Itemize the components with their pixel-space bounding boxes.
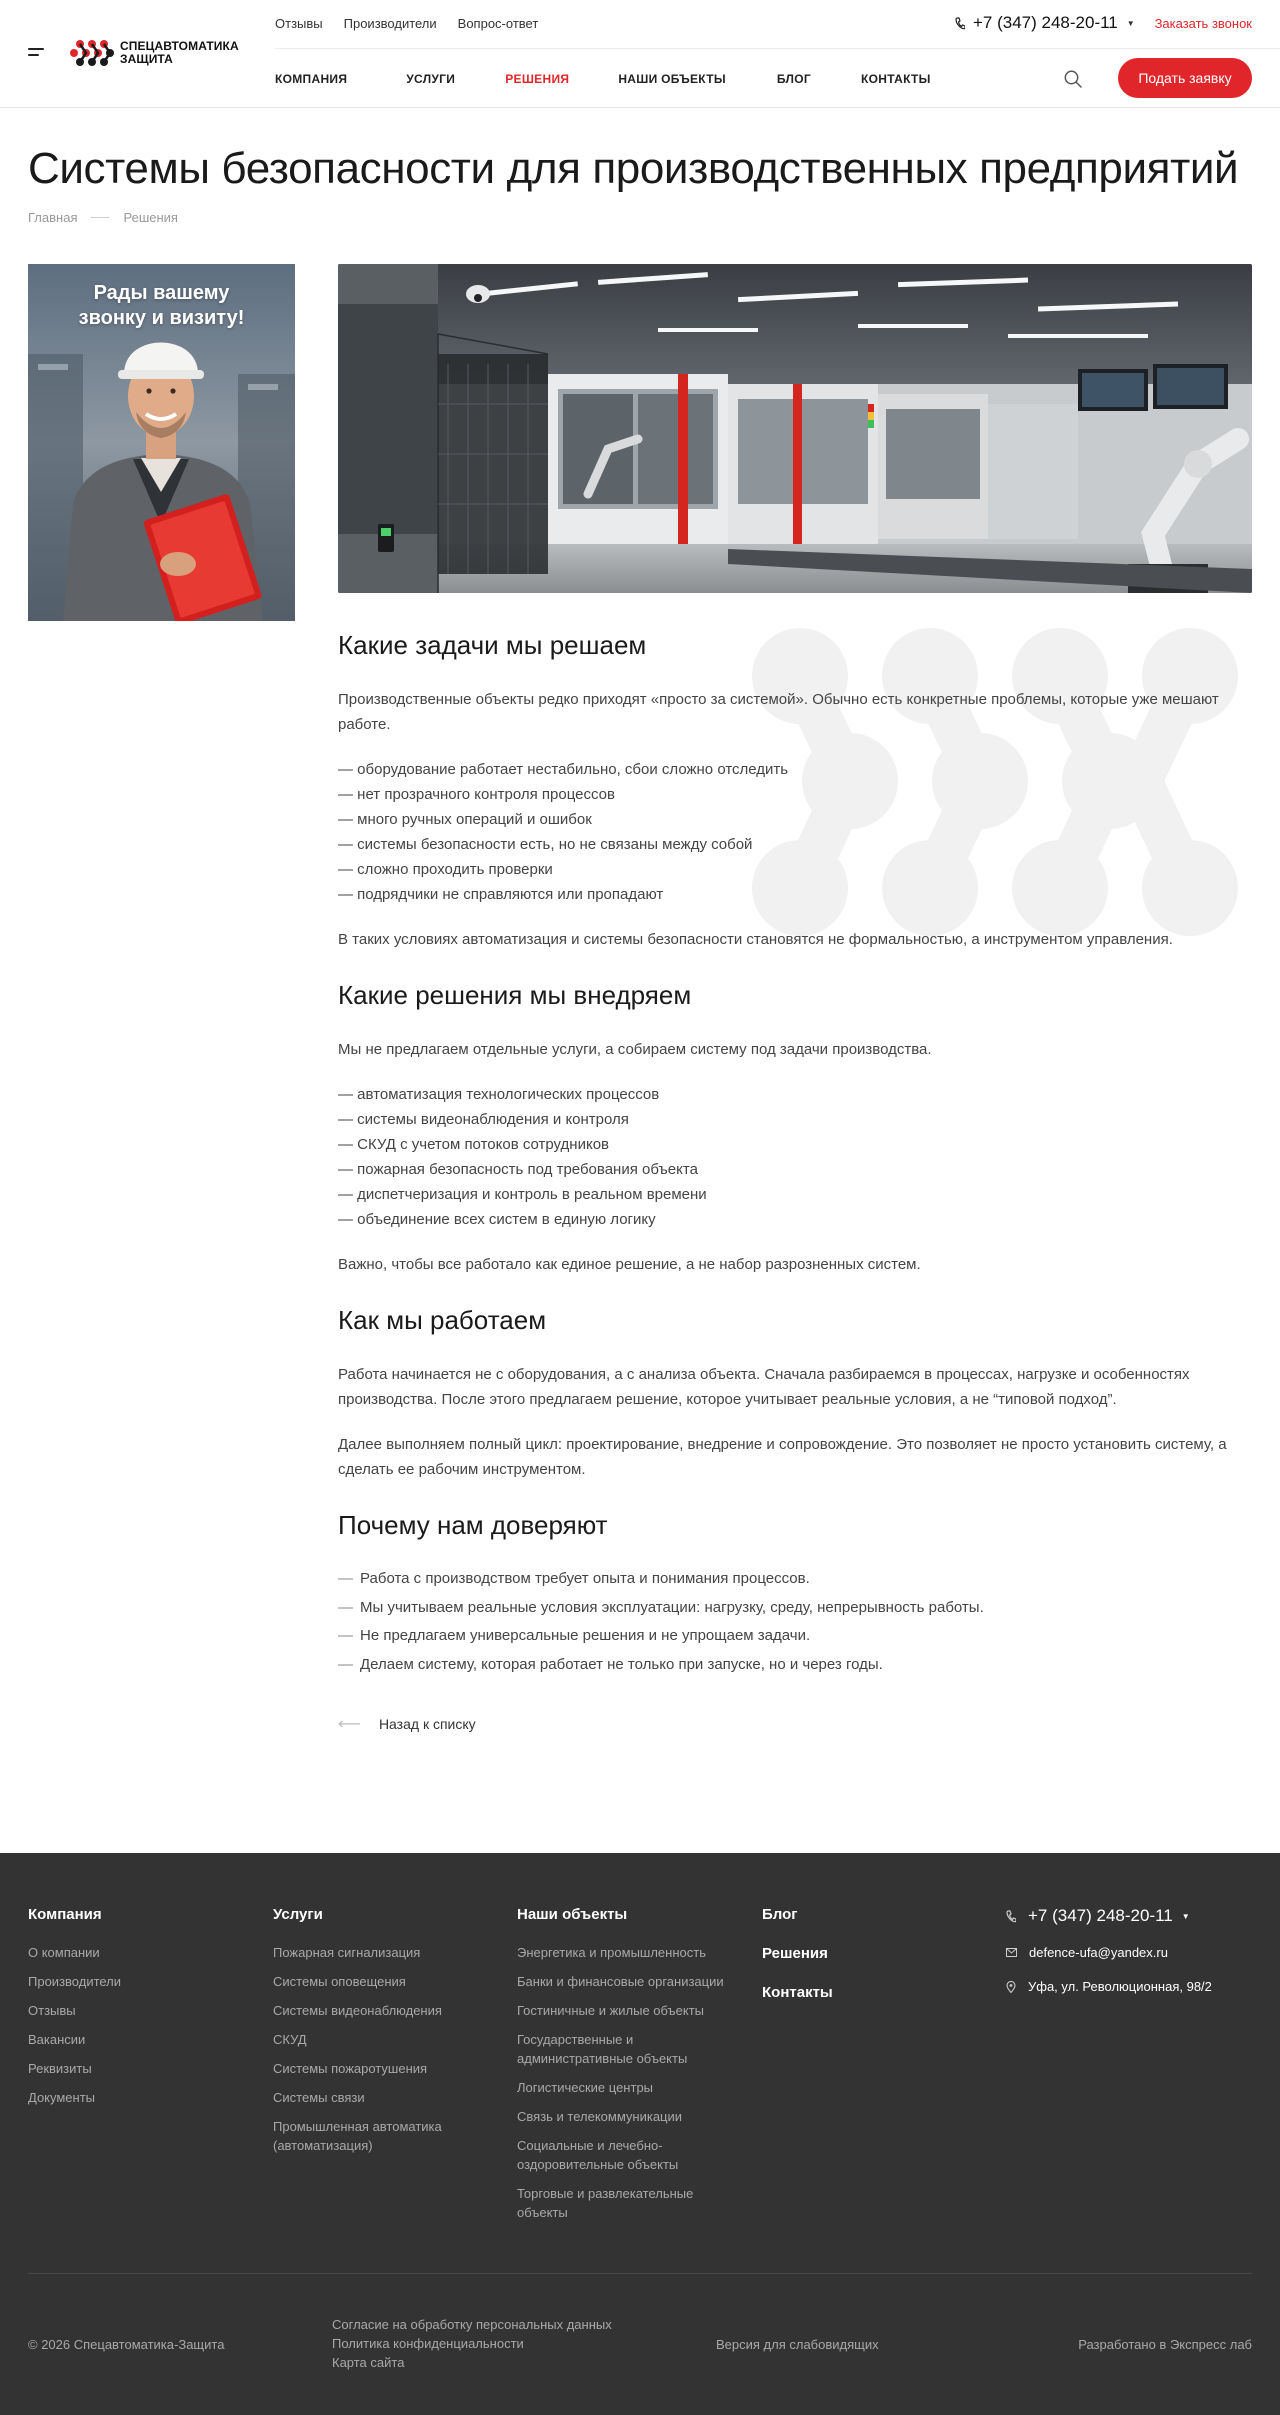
footer-link-blog[interactable]: Блог	[762, 1906, 798, 1923]
footer-email[interactable]	[1006, 1945, 1212, 1960]
list-item	[338, 1594, 1252, 1623]
top-link-manufacturers[interactable]: Производители	[343, 16, 437, 31]
promo-text: Рады вашему звонку и визиту!	[78, 282, 245, 329]
dash-marker: —	[338, 1655, 353, 1673]
footer-legal-links	[332, 2315, 612, 2372]
trust-item-text: Работа с производством требует опыта и понимания процессов.	[360, 1570, 810, 1587]
callback-link[interactable]: Заказать звонок	[1154, 16, 1252, 31]
location-pin-icon	[1006, 1981, 1016, 1993]
footer-link[interactable]: Отзывы	[28, 2003, 76, 2018]
header-divider	[275, 48, 1280, 49]
footer-col-company	[28, 1906, 121, 2117]
phone-icon	[1006, 1910, 1016, 1923]
list-item: — системы видеонаблюдения и контроля	[338, 1111, 629, 1128]
nav-our-objects[interactable]: НАШИ ОБЪЕКТЫ	[618, 72, 726, 86]
tasks-list	[338, 757, 1252, 907]
top-link-reviews[interactable]: Отзывы	[275, 16, 323, 31]
list-item	[338, 1651, 1252, 1680]
list-item: — СКУД с учетом потоков сотрудников	[338, 1136, 610, 1153]
factory-image	[338, 264, 1252, 593]
footer-link[interactable]: Системы пожаротушения	[273, 2061, 428, 2076]
footer-link[interactable]: Энергетика и промышленность	[517, 1945, 706, 1960]
how-we-work-p1: Работа начинается не с оборудования, а с анализа объекта. Сначала разбираемся в процессах, нагрузке и особенностях производства. После этого предлагаем решение, которое учитывает реальные условия, а не “типовой подход”.	[338, 1366, 1190, 1408]
article-content	[338, 630, 1252, 1762]
trust-item-text: Не предлагаем универсальные решения и не упрощаем задачи.	[360, 1627, 811, 1644]
footer-link[interactable]: Производители	[28, 1974, 122, 1989]
trust-item-text: Делаем систему, которая работает не только при запуске, но и через годы.	[360, 1655, 883, 1673]
footer-link[interactable]: Системы оповещения	[273, 1974, 406, 1989]
footer-col-extra	[762, 1906, 833, 2023]
arrow-left-icon: ⟵	[338, 1716, 361, 1733]
list-item: — оборудование работает нестабильно, сбои сложно отследить	[338, 761, 789, 778]
section-title-how-we-work: Как мы работаем	[338, 1305, 547, 1335]
nav-services[interactable]: УСЛУГИ	[406, 72, 456, 86]
promo-banner[interactable]	[28, 264, 295, 621]
accessibility-version-link[interactable]: Версия для слабовидящих	[716, 2337, 879, 2352]
list-item: — автоматизация технологических процессов	[338, 1086, 660, 1103]
trust-item-text: Мы учитываем реальные условия эксплуатации: нагрузку, среду, непрерывность работы.	[360, 1598, 984, 1616]
footer-heading-services[interactable]: Услуги	[273, 1906, 323, 1923]
site-header	[0, 0, 1280, 108]
list-item: — нет прозрачного контроля процессов	[338, 786, 615, 803]
dash-marker: —	[338, 1627, 353, 1644]
footer-link[interactable]: Связь и телекоммуникации	[517, 2109, 683, 2124]
footer-heading-company[interactable]: Компания	[28, 1906, 102, 1923]
section-title-solutions: Какие решения мы внедряем	[338, 980, 692, 1010]
phone-dropdown-icon[interactable]: ▼	[1181, 1911, 1190, 1921]
nav-blog[interactable]: БЛОГ	[776, 72, 811, 86]
breadcrumb-home[interactable]: Главная	[28, 210, 78, 225]
footer-link[interactable]: Документы	[28, 2090, 96, 2105]
footer-link[interactable]: О компании	[28, 1945, 100, 1960]
footer-link[interactable]: Вакансии	[28, 2032, 86, 2047]
logo-text	[120, 40, 239, 66]
footer-link[interactable]: Системы видеонаблюдения	[273, 2003, 442, 2018]
section-title-trust: Почему нам доверяют	[338, 1510, 608, 1540]
footer-divider	[28, 2273, 1252, 2274]
footer-link[interactable]: Государственные и административные объекты	[517, 2032, 688, 2066]
solutions-intro: Мы не предлагаем отдельные услуги, а собираем систему под задачи производства.	[338, 1041, 932, 1058]
footer-heading-objects[interactable]: Наши объекты	[517, 1906, 628, 1923]
header-phone[interactable]	[955, 13, 1135, 33]
logo-line-2: ЗАЩИТА	[120, 52, 173, 66]
footer-address	[1006, 1979, 1212, 1994]
page-title: Системы безопасности для производственных предприятий	[28, 144, 1239, 193]
footer-link[interactable]: Пожарная сигнализация	[273, 1945, 421, 1960]
footer-phone[interactable]	[1006, 1906, 1212, 1926]
footer-address-text: Уфа, ул. Революционная, 98/2	[1028, 1979, 1212, 1994]
logo[interactable]	[70, 38, 239, 68]
back-to-list-label[interactable]: Назад к списку	[378, 1716, 476, 1732]
solutions-outro: Важно, чтобы все работало как единое решение, а не набор разрозненных систем.	[338, 1256, 921, 1273]
nav-contacts[interactable]: КОНТАКТЫ	[861, 72, 931, 86]
section-how-we-work	[338, 1305, 1252, 1482]
back-to-list-link[interactable]	[338, 1714, 1252, 1734]
phone-icon	[955, 17, 965, 30]
header-phone-number[interactable]: +7 (347) 248-20-11	[973, 13, 1118, 32]
footer-legal-consent[interactable]: Согласие на обработку персональных данных	[332, 2317, 612, 2332]
list-item	[338, 1622, 1252, 1651]
list-item: — сложно проходить проверки	[338, 861, 553, 878]
breadcrumb-current: Решения	[123, 210, 178, 225]
nav-company[interactable]: КОМПАНИЯ	[275, 72, 348, 86]
footer-link[interactable]: Социальные и лечебно-оздоровительные объекты	[517, 2138, 679, 2172]
copyright: © 2026 Спецавтоматика-Защита	[28, 2337, 225, 2352]
dash-marker: —	[338, 1570, 353, 1587]
footer-link[interactable]: Логистические центры	[517, 2080, 654, 2095]
footer-legal-privacy[interactable]: Политика конфиденциальности	[332, 2336, 524, 2351]
developer-credit[interactable]: Разработано в Экспресс лаб	[1078, 2337, 1252, 2352]
list-item: — много ручных операций и ошибок	[338, 811, 592, 828]
dash-marker: —	[338, 1598, 353, 1616]
list-item: — системы безопасности есть, но не связаны между собой	[338, 836, 753, 853]
tasks-intro: Производственные объекты редко приходят «просто за системой». Обычно есть конкретные проблемы, которые уже мешают работе.	[338, 691, 1219, 733]
hero-image	[338, 264, 1252, 593]
footer-link[interactable]: СКУД	[273, 2032, 307, 2047]
top-link-faq[interactable]: Вопрос-ответ	[457, 16, 539, 31]
footer-link[interactable]: Торговые и развлекательные объекты	[517, 2186, 694, 2220]
list-item	[338, 1565, 1252, 1594]
footer-legal-sitemap[interactable]: Карта сайта	[332, 2355, 405, 2370]
footer-email-address[interactable]: defence-ufa@yandex.ru	[1029, 1945, 1168, 1960]
logo-mark-icon	[70, 38, 114, 68]
footer-link[interactable]: Банки и финансовые организации	[517, 1974, 724, 1989]
breadcrumb-separator	[91, 217, 109, 218]
footer-link[interactable]: Гостиничные и жилые объекты	[517, 2003, 705, 2018]
list-item: — диспетчеризация и контроль в реальном времени	[338, 1186, 707, 1203]
footer-phone-number[interactable]: +7 (347) 248-20-11	[1028, 1906, 1173, 1925]
submit-request-button[interactable]: Подать заявку	[1118, 58, 1252, 98]
footer-link[interactable]: Промышленная автоматика (автоматизация)	[273, 2119, 442, 2153]
list-item: — объединение всех систем в единую логику	[338, 1211, 656, 1228]
list-item: — подрядчики не справляются или пропадают	[338, 886, 664, 903]
footer-contacts	[1006, 1906, 1212, 2013]
logo-line-1: СПЕЦАВТОМАТИКА	[120, 39, 239, 53]
tasks-outro: В таких условиях автоматизация и системы безопасности становятся не формальностью, а инструментом управления.	[338, 931, 1173, 948]
section-tasks	[338, 630, 1252, 952]
solutions-list	[338, 1082, 1252, 1232]
main-nav	[275, 72, 931, 86]
footer-link[interactable]: Реквизиты	[28, 2061, 92, 2076]
nav-solutions[interactable]: РЕШЕНИЯ	[505, 72, 570, 86]
footer-link-solutions[interactable]: Решения	[762, 1945, 828, 1962]
footer-col-objects	[517, 1906, 742, 2232]
search-icon[interactable]	[1063, 69, 1083, 89]
breadcrumb	[28, 210, 178, 225]
section-title-tasks: Какие задачи мы решаем	[338, 630, 647, 660]
mail-icon	[1006, 1948, 1017, 1957]
list-item: — пожарная безопасность под требования объекта	[338, 1161, 698, 1178]
footer-link-contacts[interactable]: Контакты	[762, 1984, 833, 2001]
site-footer	[0, 1853, 1280, 2415]
trust-list	[338, 1565, 1252, 1679]
top-links	[275, 16, 538, 31]
how-we-work-p2: Далее выполняем полный цикл: проектирование, внедрение и сопровождение. Это позволяет не просто установить систему, а сделать ее рабочим инструментом.	[338, 1436, 1227, 1478]
section-solutions	[338, 980, 1252, 1277]
section-trust	[338, 1510, 1252, 1734]
footer-col-services	[273, 1906, 473, 2165]
footer-link[interactable]: Системы связи	[273, 2090, 365, 2105]
menu-icon[interactable]	[28, 48, 44, 58]
phone-dropdown-icon[interactable]: ▼	[1126, 18, 1135, 28]
